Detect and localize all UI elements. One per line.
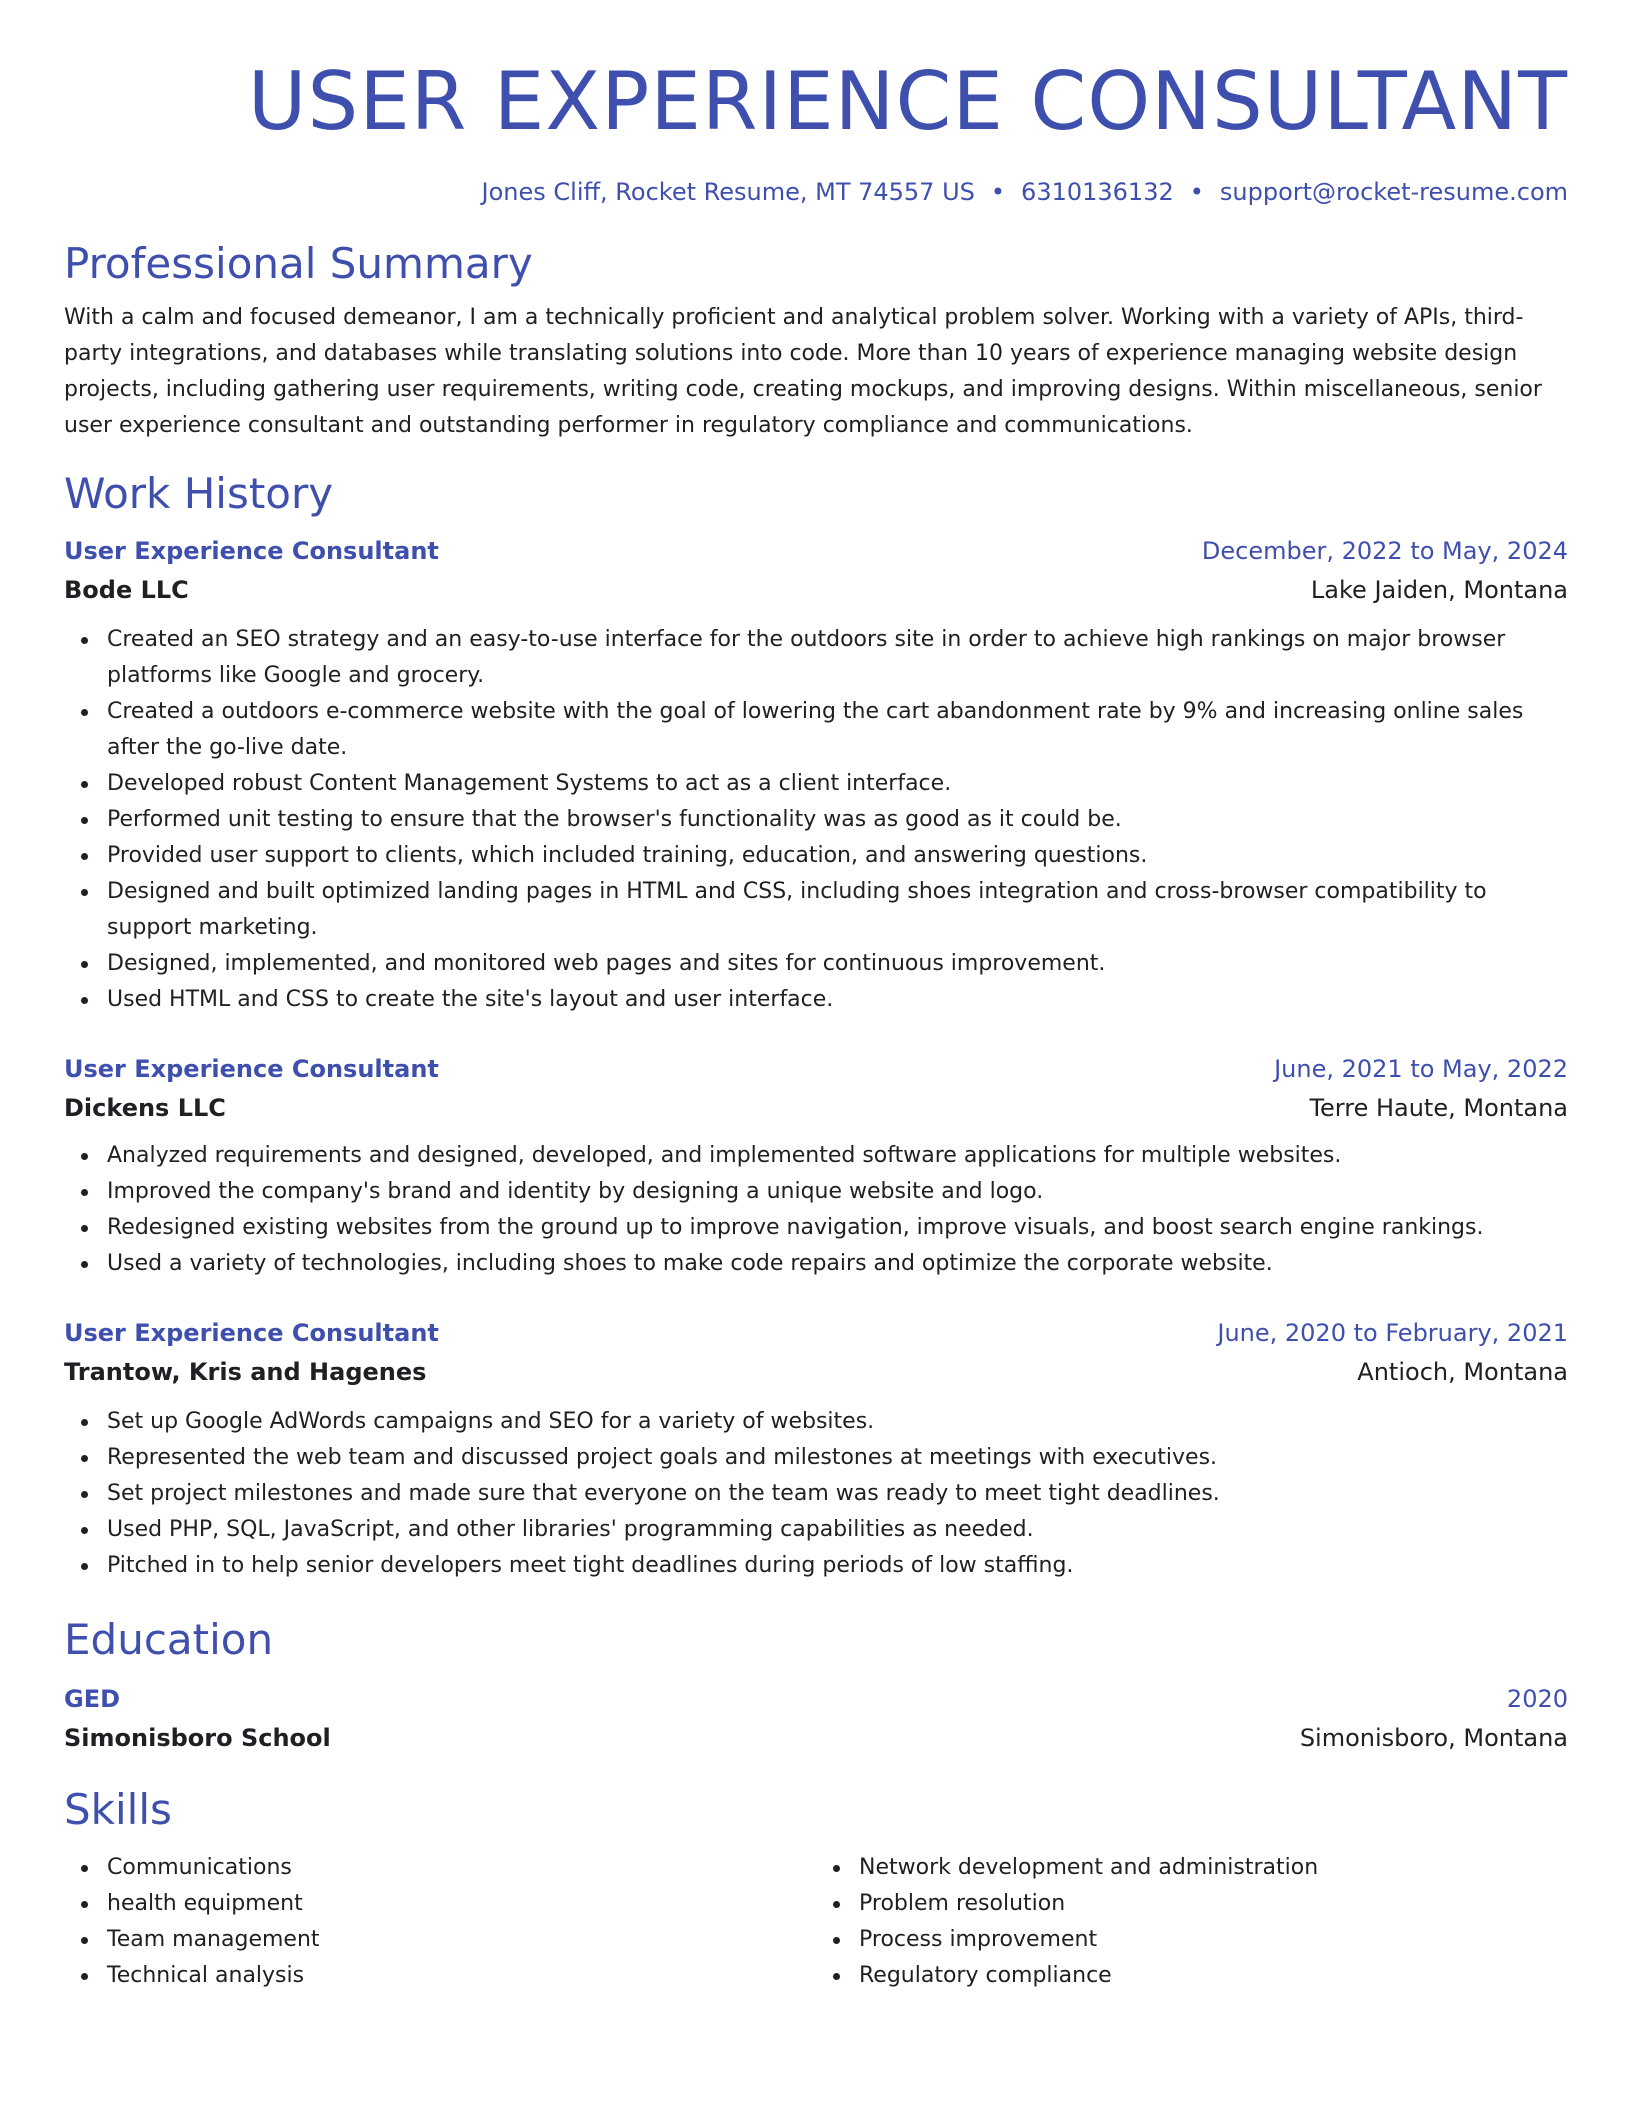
list-item: Analyzed requirements and designed, developed, and implemented software applications for multiple websites. — [107, 1138, 1568, 1174]
list-item: Created a outdoors e-commerce website with the goal of lowering the cart abandonment rate by 9% and increasing online sales after the go-live date. — [107, 694, 1568, 766]
skill-item: Team management — [107, 1922, 816, 1958]
skills-columns — [64, 1850, 1568, 1994]
list-item: Provided user support to clients, which included training, education, and answering questions. — [107, 838, 1568, 874]
job-dates: June, 2020 to February, 2021 — [1217, 1319, 1568, 1347]
job-title: User Experience Consultant — [64, 537, 439, 565]
separator-dot: • — [990, 178, 1006, 206]
job-dates: December, 2022 to May, 2024 — [1201, 537, 1568, 565]
skill-item: Regulatory compliance — [859, 1958, 1568, 1994]
skill-item: Process improvement — [859, 1922, 1568, 1958]
education-school: Simonisboro School — [64, 1724, 331, 1752]
job-location: Terre Haute, Montana — [1309, 1094, 1568, 1122]
job-location: Lake Jaiden, Montana — [1310, 576, 1568, 604]
skill-item: Problem resolution — [859, 1886, 1568, 1922]
education-location: Simonisboro, Montana — [1299, 1724, 1568, 1752]
list-item: Set project milestones and made sure that everyone on the team was ready to meet tight deadlines. — [107, 1476, 1568, 1512]
contact-email[interactable]: support@rocket-resume.com — [1219, 178, 1568, 206]
separator-dot: • — [1189, 178, 1204, 206]
job-company: Dickens LLC — [64, 1094, 226, 1122]
education-section — [64, 1612, 1568, 1758]
job-bullets — [64, 1138, 1568, 1282]
job-entry — [64, 532, 1568, 1018]
list-item: Used HTML and CSS to create the site's layout and user interface. — [107, 982, 1568, 1018]
contact-line — [64, 176, 1568, 208]
skill-item: health equipment — [107, 1886, 816, 1922]
page-title: USER EXPERIENCE CONSULTANT — [247, 55, 1568, 148]
job-title: User Experience Consultant — [64, 1055, 439, 1083]
job-dates: June, 2021 to May, 2022 — [1274, 1055, 1568, 1083]
section-heading-summary: Professional Summary — [64, 239, 533, 288]
list-item: Set up Google AdWords campaigns and SEO for a variety of websites. — [107, 1404, 1568, 1440]
summary-text: With a calm and focused demeanor, I am a technically proficient and analytical problem solver. Working with a variety of APIs, third-party integrations, and databases while translating solutions into code. More than 10 years of experience managing website design projects, including gathering user requirements, writing code, creating mockups, and improving designs. Within miscellaneous, senior user experience consultant and outstanding performer in regulatory compliance and communications. — [64, 305, 1542, 438]
section-heading-education: Education — [64, 1615, 274, 1664]
list-item: Pitched in to help senior developers meet tight deadlines during periods of low staffing. — [107, 1548, 1568, 1584]
work-history-section — [64, 466, 1568, 1584]
job-title: User Experience Consultant — [64, 1319, 439, 1347]
contact-address: Jones Cliff, Rocket Resume, MT 74557 US — [481, 178, 975, 206]
section-heading-work-history: Work History — [64, 469, 334, 518]
contact-phone: 6310136132 — [1021, 178, 1174, 206]
skills-list-left — [64, 1850, 816, 1994]
skill-item: Network development and administration — [859, 1850, 1568, 1886]
list-item: Developed robust Content Management Systems to act as a client interface. — [107, 766, 1568, 802]
list-item: Represented the web team and discussed project goals and milestones at meetings with executives. — [107, 1440, 1568, 1476]
list-item: Redesigned existing websites from the ground up to improve navigation, improve visuals, and boost search engine rankings. — [107, 1210, 1568, 1246]
education-degree: GED — [64, 1685, 121, 1713]
job-bullets — [64, 622, 1568, 1018]
list-item: Designed and built optimized landing pages in HTML and CSS, including shoes integration and cross-browser compatibility to support marketing. — [107, 874, 1568, 946]
summary-section — [64, 236, 1568, 444]
list-item: Created an SEO strategy and an easy-to-use interface for the outdoors site in order to achieve high rankings on major browser platforms like Google and grocery. — [107, 622, 1568, 694]
list-item: Used a variety of technologies, including shoes to make code repairs and optimize the corporate website. — [107, 1246, 1568, 1282]
job-entry — [64, 1050, 1568, 1282]
job-company: Bode LLC — [64, 576, 189, 604]
list-item: Improved the company's brand and identity by designing a unique website and logo. — [107, 1174, 1568, 1210]
list-item: Used PHP, SQL, JavaScript, and other libraries' programming capabilities as needed. — [107, 1512, 1568, 1548]
skill-item: Technical analysis — [107, 1958, 816, 1994]
skills-section — [64, 1782, 1568, 1994]
section-heading-skills: Skills — [64, 1785, 172, 1834]
education-year: 2020 — [1506, 1685, 1568, 1713]
list-item: Performed unit testing to ensure that the browser's functionality was as good as it could be. — [107, 802, 1568, 838]
job-location: Antioch, Montana — [1357, 1358, 1568, 1386]
job-entry — [64, 1314, 1568, 1584]
skills-list-right — [816, 1850, 1568, 1994]
skill-item: Communications — [107, 1850, 816, 1886]
job-company: Trantow, Kris and Hagenes — [64, 1358, 427, 1386]
resume-header — [64, 0, 1568, 208]
job-bullets — [64, 1404, 1568, 1584]
list-item: Designed, implemented, and monitored web pages and sites for continuous improvement. — [107, 946, 1568, 982]
